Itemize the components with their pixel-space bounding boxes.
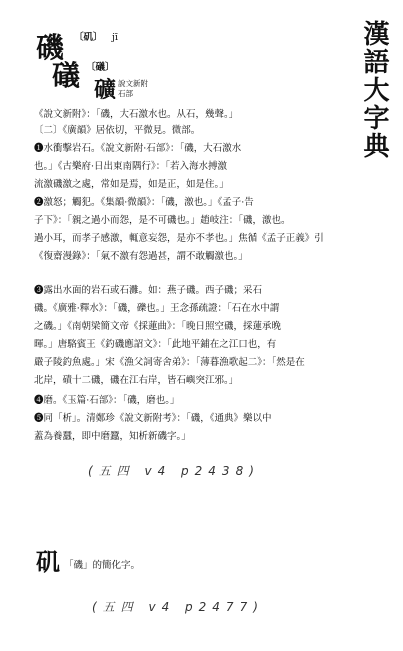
variant-small: 〔礒〕 [86,62,115,73]
entry-line-15: 北岸，磧十二磯，磯在江右岸，皆石嶼突江邪。」 [34,375,239,386]
seal-caption-1: 說文新附 [118,79,148,88]
entry-line-14: 嚴子陵釣魚處。」宋《漁父詞寄舍弟》：「薄暮漁歌起二》：「然是在 [34,357,305,368]
entry-line-10: ❸露出水面的岩石或石灘。如：燕子磯。西子磯；采石 [34,285,263,296]
entry-line-12: 之磯。」《南朝梁簡文帝《採蓮曲》：「晚日照空磯，採蓮承晚 [34,321,282,332]
entry-line-18: 蓋為養蠶，即中磨蠶，知析新磯字。」 [34,431,191,442]
head-character: 磯 [36,31,65,64]
seal-caption-2: 石部 [118,89,133,98]
entry-line-6: ❷激怒；觸犯。《集韻·微韻》：「磯，激也。」《孟子·告 [34,197,254,208]
pronunciation-top: jī [112,32,118,43]
entry-line-11: 磯。《廣雅·釋水》：「磯，礫也。」王念孫疏證：「石在水中謂 [34,303,280,314]
entry2-definition: 「磯」的簡化字。 [64,560,141,571]
entry-line-13: 暉。」唐駱賓王《釣磯應詔文》：「此地平鋪在之江口也，有 [34,339,277,350]
entry-line-2: 〔二〕《廣韻》居依切，平微見。微部。 [34,125,201,136]
entry-line-8: 過小耳，而孝子感激，輒意妄怨，是亦不孝也。」焦循《孟子正義》引 [34,233,324,244]
handwritten-note-1: (五四 v4 p2438) [88,464,260,478]
head-variant-character: 礒 [52,59,81,92]
head-character-2: 矶 [36,547,60,576]
entry-line-7: 子下》：「親之過小而怨，是不可磯也。」趙岐注：「磯，激也。 [34,215,291,226]
entry-line-3: ❶水衝擊岩石。《說文新附·石部》：「磯，大石激水 [34,143,242,154]
entry-line-9: 《復齋漫錄》：「氣不激有怨過甚，謂不敢觸激也。」 [34,251,248,262]
handwritten-note-2: (五四 v4 p2477) [92,600,264,614]
running-title: 漢語大字典 [359,20,389,160]
entry-line-5: 流激磯激之處，常如是焉，如是正，如是住。」 [34,179,229,190]
seal-character: 礦 [94,77,117,103]
entry-line-1: 《說文新附》：「磯，大石激水也。从石，幾聲。」 [34,109,239,120]
entry-line-17: ❺同「析」。清鄭珍《說文新附考》：「磯，《通典》樂以中 [34,413,272,424]
entry-line-4: 也。」《古樂府·日出東南隅行》：「若入海水搏激 [34,161,228,172]
variant-mark: 〔矶〕 [74,32,103,43]
entry-line-16: ❹磨。《玉篇·石部》：「磯，磨也。」 [34,395,180,406]
